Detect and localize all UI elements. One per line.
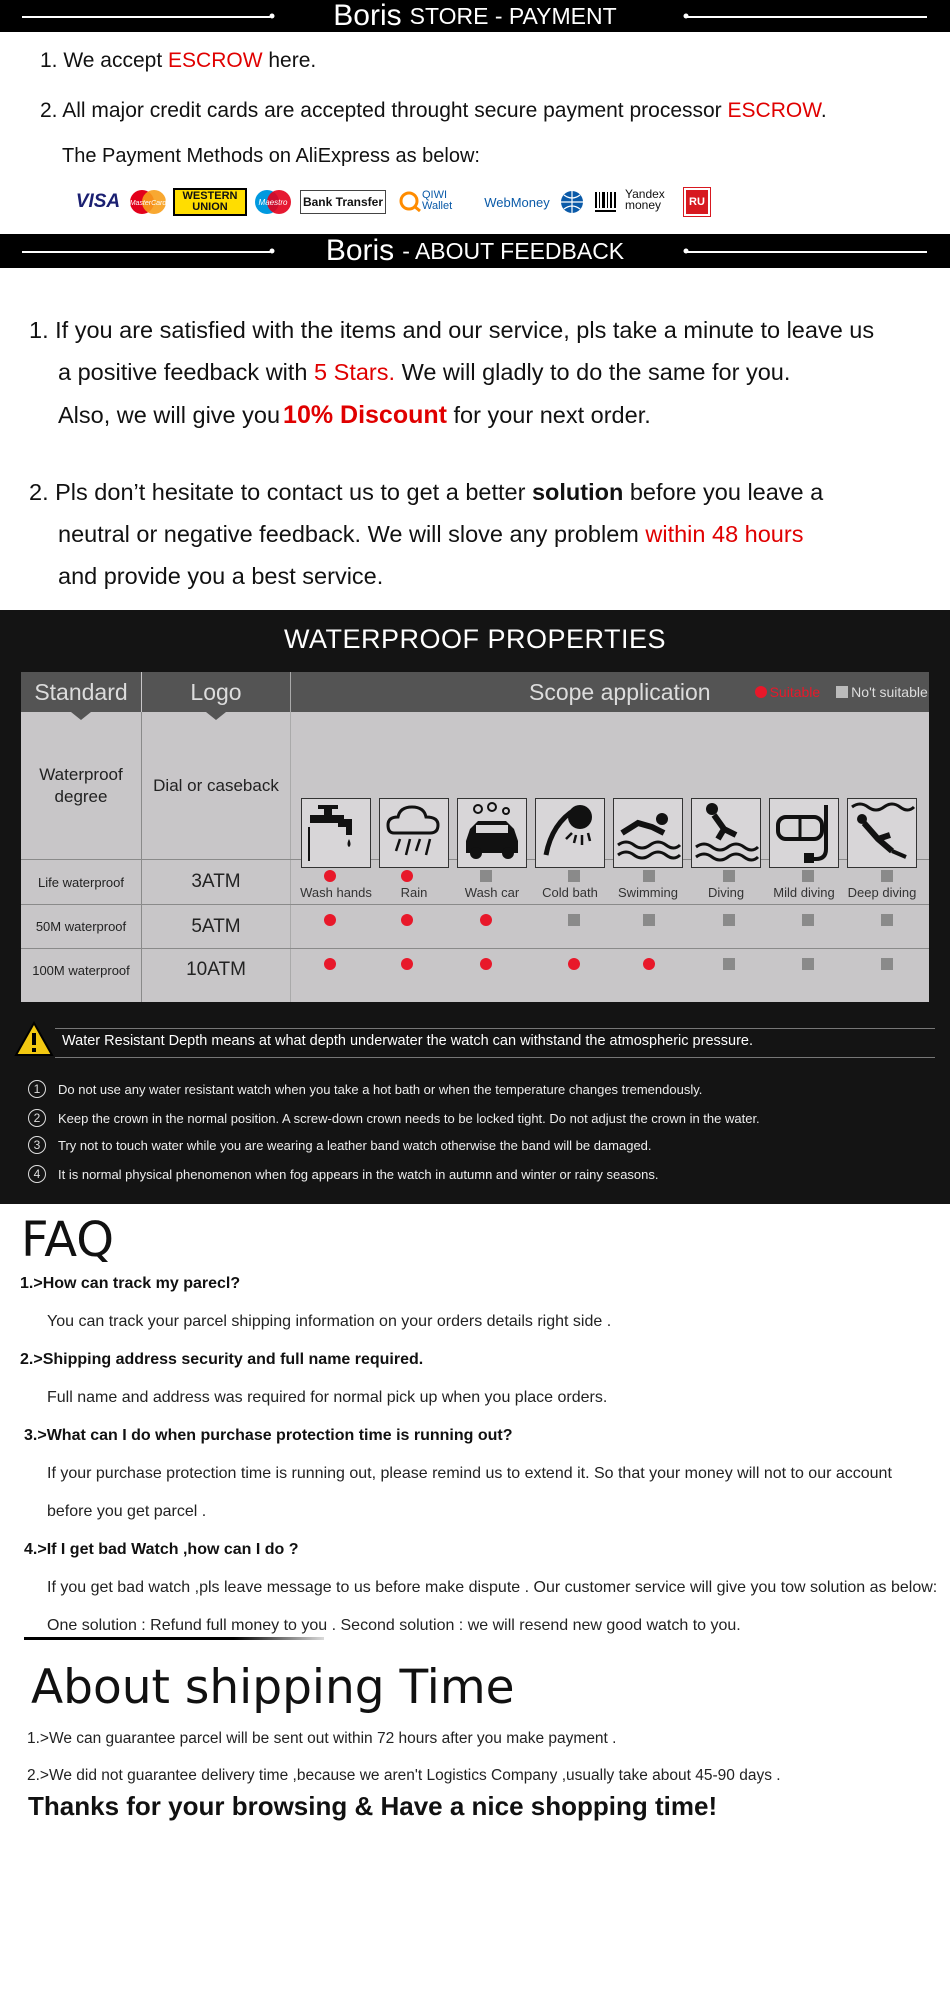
note-number: 1 (28, 1080, 46, 1098)
header-divider (22, 251, 270, 253)
feedback-p1-line2 (58, 359, 790, 386)
yandex-money-logo: Yandex money (625, 187, 665, 212)
visa-logo: VISA (75, 191, 121, 212)
barcode-icon (593, 189, 619, 215)
activity-label: Rain (400, 885, 428, 900)
shipping-line: 2.>We did not guarantee delivery time ,because we aren't Logistics Company ,usually take about 45-90 days . (27, 1767, 781, 1784)
thanks-message: Thanks for your browsing & Have a nice shopping time! (28, 1791, 718, 1821)
faq-question: 3.>What can I do when purchase protection time is running out? (24, 1427, 513, 1444)
qiwi-wallet-logo (392, 187, 476, 215)
escrow-highlight: ESCROW (727, 99, 821, 122)
suitable-mark (324, 870, 336, 882)
faq-answer: You can track your parcel shipping information on your orders details right side . (47, 1313, 612, 1330)
feedback-p1-line3 (58, 401, 651, 430)
activity-label: Wash hands (300, 885, 372, 900)
cold-bath-icon (535, 798, 605, 868)
deep-diving-icon (847, 798, 917, 868)
globe-icon (559, 189, 585, 215)
col-standard-label: Standard (34, 678, 128, 705)
legend-not: No't suitable (851, 684, 928, 700)
payment-methods-intro: The Payment Methods on AliExpress as below: (62, 145, 480, 167)
solution-bold: solution (531, 479, 624, 505)
header-dot (270, 249, 275, 254)
payment-item-2 (40, 99, 827, 123)
feedback-text: a positive feedback with (58, 359, 308, 385)
activity-label: Diving (707, 885, 745, 900)
discount-highlight: 10% Discount (283, 401, 447, 429)
payment-item-2-text: 2. All major credit cards are accepted throught secure payment processor (40, 99, 722, 122)
feedback-p1-line1: 1. If you are satisfied with the items and our service, pls take a minute to leave us (29, 317, 875, 343)
ru-logo: RU (684, 188, 710, 216)
feedback-text: 2. Pls don’t hesitate to contact us to get a better (29, 479, 526, 505)
header-dot (684, 14, 689, 19)
faq-answer: before you get parcel . (47, 1503, 207, 1520)
header-divider (22, 16, 270, 18)
not-suitable-mark (723, 870, 735, 882)
activity-label: Mild diving (773, 885, 835, 900)
svg-text:Maestro: Maestro (258, 198, 288, 207)
svg-text:MasterCard: MasterCard (129, 200, 167, 207)
warning-icon (14, 1021, 54, 1057)
col-header-standard (21, 672, 141, 712)
escrow-highlight: ESCROW (168, 49, 263, 72)
note-number: 4 (28, 1165, 46, 1183)
suitable-mark (480, 914, 492, 926)
col-scope-label: Scope application (529, 678, 711, 705)
note-text: Do not use any water resistant watch when you take a hot bath or when the temperature changes tremendously. (58, 1082, 703, 1097)
bank-transfer-logo: Bank Transfer (300, 190, 386, 214)
col-logo-label: Logo (190, 678, 242, 705)
feedback-p2-line1 (29, 479, 823, 506)
feedback-text: Also, we will give you (58, 402, 281, 428)
globe-logo (557, 188, 587, 216)
header-dot (684, 249, 689, 254)
legend-not-square (836, 686, 848, 698)
row-logo: 10ATM (186, 959, 246, 980)
feedback-p2-line2 (58, 521, 803, 548)
not-suitable-mark (723, 914, 735, 926)
mastercard-icon (127, 189, 169, 215)
maestro-logo (251, 188, 295, 216)
waterproof-section (0, 610, 950, 1204)
suitable-mark (401, 914, 413, 926)
activity-label: Deep diving (847, 885, 917, 900)
faq-title: FAQ (21, 1212, 114, 1268)
five-stars-highlight: 5 Stars. (314, 359, 396, 385)
waterproof-table (21, 672, 929, 1002)
warning-rule (55, 1057, 935, 1058)
feedback-header-title: - ABOUT FEEDBACK (402, 237, 625, 264)
suitable-mark (568, 958, 580, 970)
faq-question: 2.>Shipping address security and full name required. (20, 1351, 424, 1368)
swimming-icon (613, 798, 683, 868)
activity-label: Cold bath (542, 885, 598, 900)
note-number: 3 (28, 1136, 46, 1154)
faq-divider (24, 1637, 324, 1640)
header-divider (687, 251, 927, 253)
suitable-mark (324, 914, 336, 926)
legend-suitable: Suitable (769, 684, 821, 700)
maestro-icon (252, 189, 294, 215)
suitable-mark (401, 958, 413, 970)
suitable-mark (480, 958, 492, 970)
feedback-text: before you leave a (629, 479, 824, 505)
not-suitable-mark (568, 870, 580, 882)
payment-item-1 (40, 49, 316, 73)
row-logo: 5ATM (191, 915, 241, 937)
activity-label: Swimming (618, 885, 678, 900)
wash-car-icon (457, 798, 527, 868)
not-suitable-mark (881, 958, 893, 970)
waterproof-title: WATERPROOF PROPERTIES (283, 624, 667, 654)
rain-icon (379, 798, 449, 868)
western-union-logo: WESTERN UNION (173, 188, 247, 216)
shipping-line: 1.>We can guarantee parcel will be sent out within 72 hours after you make payment . (27, 1730, 617, 1747)
not-suitable-mark (723, 958, 735, 970)
feedback-text: for your next order. (453, 402, 651, 428)
payment-header-bar (0, 0, 950, 32)
col-header-logo (142, 672, 290, 712)
row-head-standard: Waterproof degree (39, 764, 123, 806)
legend-suitable-dot (755, 686, 767, 698)
activity-label: Wash car (464, 885, 520, 900)
grid-line (290, 672, 291, 1002)
not-suitable-mark (802, 914, 814, 926)
row-standard: 100M waterproof (32, 962, 130, 978)
suitable-mark (324, 958, 336, 970)
payment-item-2-suffix: . (820, 99, 827, 122)
note-text: It is normal physical phenomenon when fog appears in the watch in autumn and winter or rainy seasons. (58, 1167, 659, 1182)
faq-question: 4.>If I get bad Watch ,how can I do ? (24, 1541, 299, 1558)
not-suitable-mark (643, 914, 655, 926)
feedback-p2-line3: and provide you a best service. (58, 563, 384, 589)
mild-diving-icon (769, 798, 839, 868)
faq-answer: Full name and address was required for normal pick up when you place orders. (47, 1389, 608, 1406)
row-standard: 50M waterproof (35, 919, 127, 934)
not-suitable-mark (881, 914, 893, 926)
row-standard: Life waterproof (38, 874, 124, 890)
mastercard-logo (126, 188, 170, 216)
faq-answer: One solution : Refund full money to you . Second solution : we will resend new good watch to you. (47, 1617, 741, 1634)
diving-icon (691, 798, 761, 868)
header-divider (687, 16, 927, 18)
not-suitable-mark (881, 870, 893, 882)
not-suitable-mark (568, 914, 580, 926)
shipping-title: About shipping Time (31, 1660, 515, 1715)
suitable-mark (643, 958, 655, 970)
row-logo: 3ATM (191, 871, 241, 892)
faq-answer: If you get bad watch ,pls leave message to us before make dispute . Our customer service will give you tow solution as below: (47, 1579, 938, 1596)
wash-hands-icon (301, 798, 371, 868)
payment-item-1-text: 1. We accept (40, 49, 163, 72)
not-suitable-mark (643, 870, 655, 882)
not-suitable-mark (802, 958, 814, 970)
webmoney-logo: WebMoney (484, 194, 550, 210)
not-suitable-mark (802, 870, 814, 882)
not-suitable-mark (480, 870, 492, 882)
payment-header-title: STORE - PAYMENT (409, 2, 617, 29)
faq-answer: If your purchase protection time is running out, please remind us to extend it. So that your money will not to our account (47, 1465, 892, 1482)
header-dot (270, 14, 275, 19)
feedback-text: neutral or negative feedback. We will slove any problem (58, 521, 639, 547)
row-head-logo: Dial or caseback (153, 775, 279, 795)
48-hours-highlight: within 48 hours (645, 521, 804, 547)
suitable-mark (401, 870, 413, 882)
boleto-logo (592, 188, 620, 216)
col-header-scope (291, 672, 929, 712)
feedback-text: We will gladly to do the same for you. (401, 359, 791, 385)
payment-header-brand: Boris (333, 0, 402, 32)
faq-question: 1.>How can track my parecl? (20, 1275, 241, 1292)
note-number: 2 (28, 1109, 46, 1127)
feedback-header-brand: Boris (325, 234, 395, 267)
warning-rule (55, 1028, 935, 1029)
payment-item-1-suffix: here. (268, 49, 317, 72)
warning-text: Water Resistant Depth means at what depth underwater the watch can withstand the atmospheric pressure. (62, 1033, 753, 1049)
qiwi-icon (398, 190, 422, 212)
note-text: Keep the crown in the normal position. A screw-down crown needs to be locked tight. Do not adjust the crown in the water. (58, 1111, 760, 1126)
note-text: Try not to touch water while you are wearing a leather band watch otherwise the band will be damaged. (58, 1138, 652, 1153)
qiwi-wallet-label: QIWI Wallet (422, 189, 453, 212)
feedback-header-bar (0, 234, 950, 268)
